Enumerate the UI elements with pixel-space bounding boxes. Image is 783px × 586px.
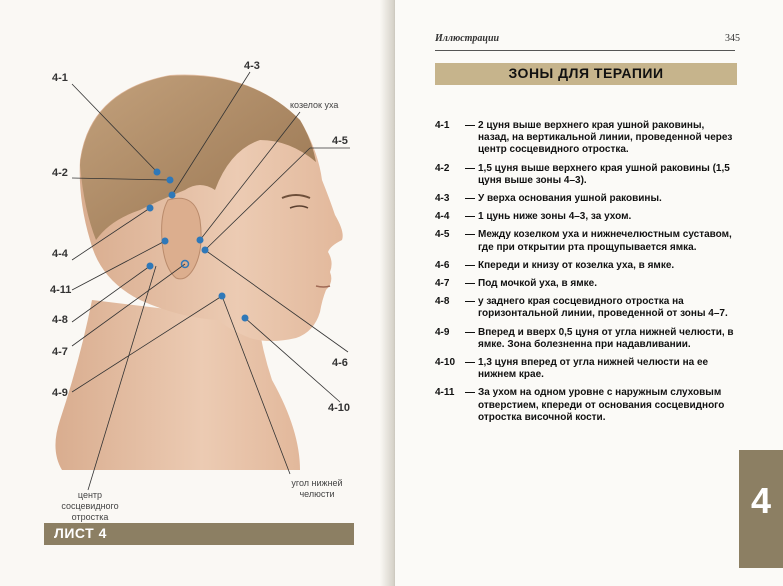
list-item [435,120,745,157]
section-bar [435,63,737,85]
entry-code: 4-10 [435,357,456,369]
entry-text: Кпереди и книзу от козелка уха, в ямке. [478,259,675,271]
label-4-10: 4-10 [328,402,351,414]
entry-dash: — [465,162,475,174]
point-4-5 [197,237,204,244]
point-4-8 [147,263,154,270]
running-head: Иллюстрации [435,33,500,44]
right-page [395,0,783,586]
list-item [435,211,745,223]
entry-text: 1 цунь ниже зоны 4–3, за ухом. [478,211,632,223]
entry-text: 1,5 цуня выше верхнего края ушной раковины (1,5 цуня выше зоны 4–3). [478,162,730,186]
entry-dash: — [465,357,475,369]
label-4-9: 4-9 [52,387,68,399]
entry-code: 4-2 [435,162,450,174]
chapter-tab [739,450,783,568]
list-item [435,278,745,290]
label-4-1: 4-1 [52,72,68,84]
caption-tragus: козелок уха [290,100,339,110]
entry-text: 1,3 цуня вперед от угла нижней челюсти на ее нижнем крае. [478,357,709,381]
entry-text: 2 цуня выше верхнего края ушной раковины, назад, на вертикальной линии, проведенной через центр сосцевидного отростка. [478,120,733,156]
list-item [435,387,745,424]
entry-text: У верха основания ушной раковины. [478,193,662,205]
page-number: 345 [725,33,740,44]
entry-code: 4-11 [435,387,455,399]
entry-code: 4-3 [435,193,450,205]
point-4-10 [242,315,249,322]
entry-dash: — [465,211,475,223]
list-item [435,327,745,351]
point-4-3 [169,192,176,199]
entry-text: Под мочкой уха, в ямке. [478,278,597,290]
caption-line: угол нижней [291,478,343,488]
label-4-2: 4-2 [52,167,68,179]
label-4-5: 4-5 [332,135,348,147]
sheet-label: ЛИСТ 4 [54,525,107,541]
entry-code: 4-4 [435,211,450,223]
entry-dash: — [465,296,475,308]
entry-code: 4-8 [435,296,450,308]
point-4-6 [202,247,209,254]
list-item [435,229,745,253]
entry-dash: — [465,387,475,399]
entry-dash: — [465,229,475,241]
caption-line: сосцевидного [61,501,119,511]
caption-line: отростка [71,512,109,522]
caption-jaw-angle [282,478,352,500]
entry-dash: — [465,278,475,290]
label-4-4: 4-4 [52,248,68,260]
list-item [435,193,745,205]
entry-text: Между козелком уха и нижнечелюстным суставом, где при открытии рта прощупывается ямка. [478,229,732,253]
label-4-3: 4-3 [244,60,260,72]
chapter-number: 4 [750,480,772,521]
entry-code: 4-6 [435,259,450,271]
entry-code: 4-9 [435,326,450,338]
entry-dash: — [465,259,475,271]
caption-line: челюсти [299,489,335,499]
header-rule [435,50,735,51]
point-4-9 [219,293,226,300]
point-4-1 [154,169,161,176]
zone-list [435,120,745,430]
section-title: ЗОНЫ ДЛЯ ТЕРАПИИ [508,65,664,81]
label-4-8: 4-8 [52,314,68,326]
entry-dash: — [465,120,475,131]
caption-mastoid-center [50,490,130,523]
label-4-11: 4-11 [50,284,72,296]
entry-text: За ухом на одном уровне с наружным слуховым отверстием, кпереди от основания сосцевидного отростка височной кости. [478,387,725,423]
point-4-2 [167,177,174,184]
list-item [435,357,745,381]
label-4-7: 4-7 [52,346,68,358]
entry-code: 4-1 [435,120,450,131]
sheet-bar [44,523,354,545]
entry-code: 4-7 [435,278,450,290]
list-item [435,260,745,272]
point-4-4 [147,205,154,212]
list-item [435,163,745,187]
entry-dash: — [465,326,475,338]
label-4-6: 4-6 [332,357,348,369]
list-item [435,296,745,320]
entry-code: 4-5 [435,229,450,241]
entry-text: у заднего края сосцевидного отростка на горизонтальной линии, проведенной от зоны 4–7. [478,296,728,320]
point-4-11 [162,238,169,245]
entry-dash: — [465,193,475,205]
caption-line: центр [77,490,103,500]
entry-text: Вперед и вверх 0,5 цуня от угла нижней челюсти, в ямке. Зона болезненна при надавливании. [478,326,734,350]
